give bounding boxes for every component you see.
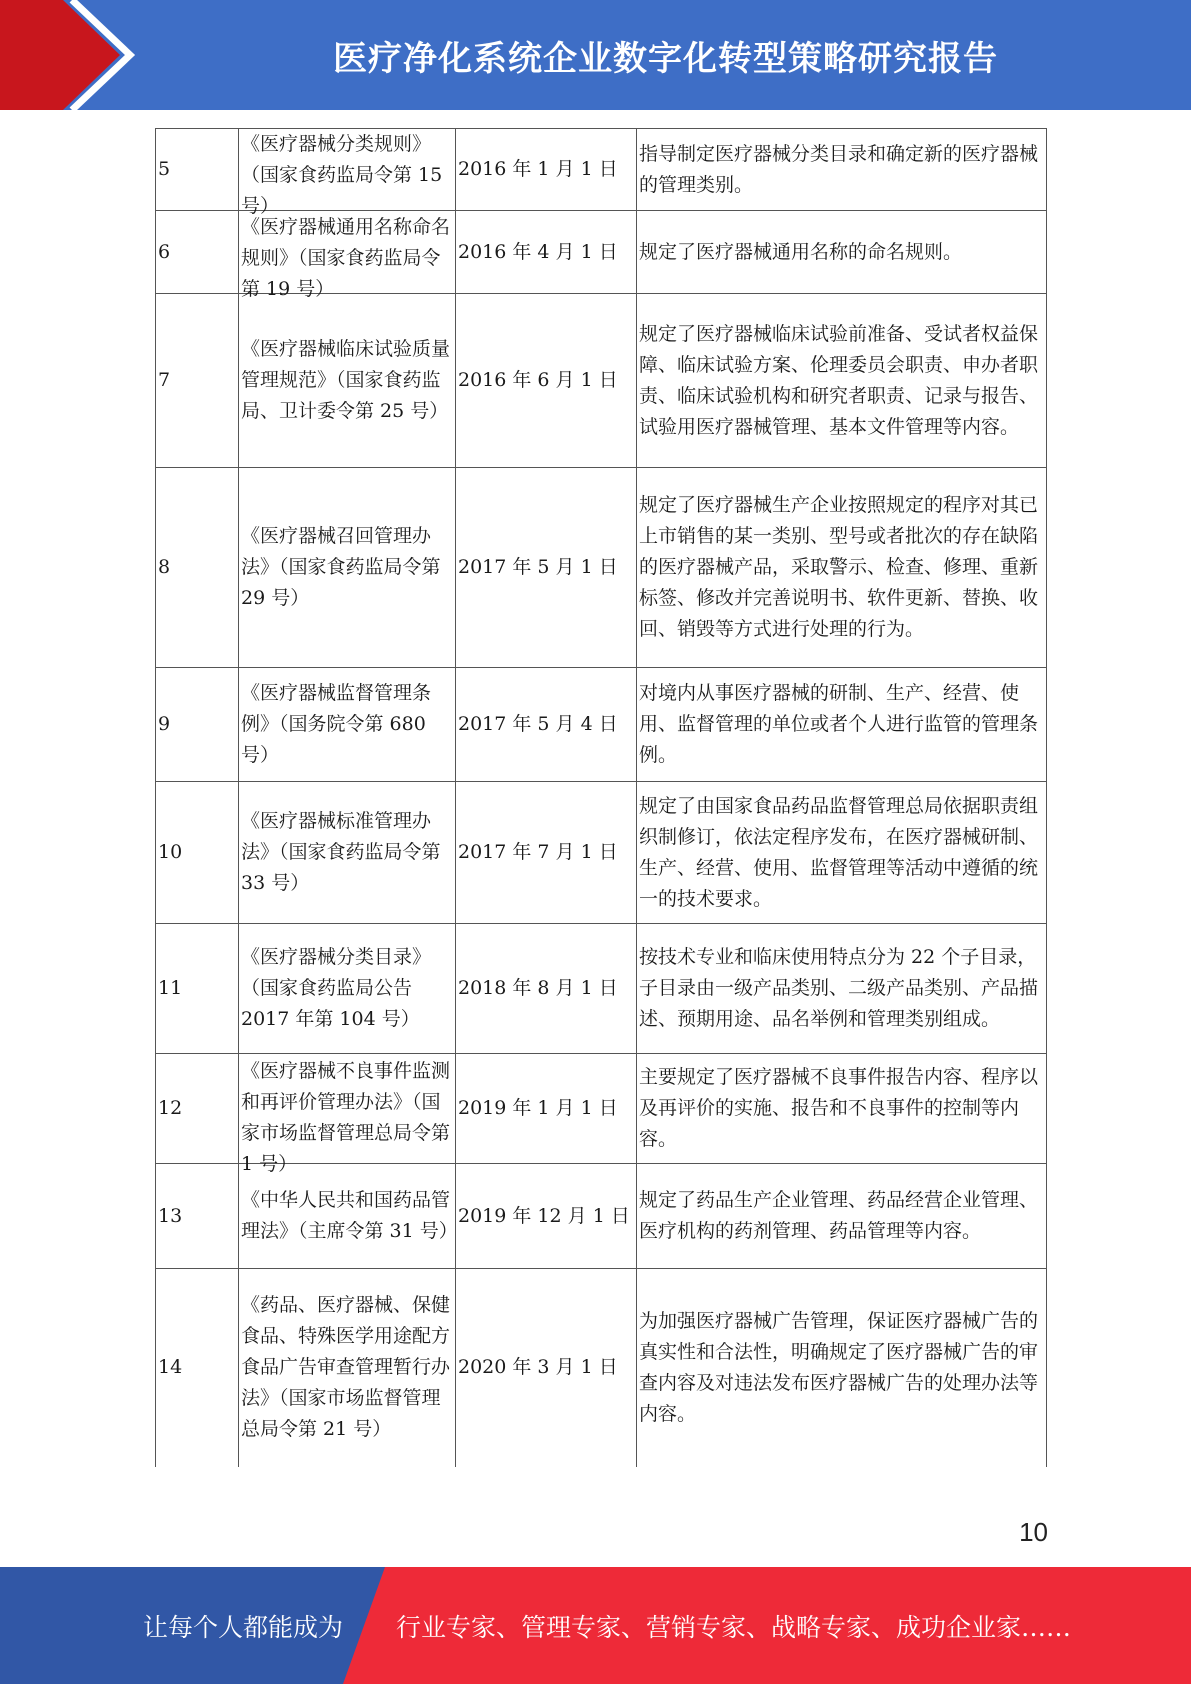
row-number: 12 bbox=[156, 1054, 239, 1164]
effective-date: 2017 年 5 月 4 日 bbox=[456, 668, 637, 782]
row-number: 9 bbox=[156, 668, 239, 782]
regulation-name: 《医疗器械临床试验质量管理规范》（国家食药监局、卫计委令第 25 号） bbox=[239, 294, 456, 468]
row-number: 13 bbox=[156, 1164, 239, 1269]
regulation-name: 《医疗器械标准管理办法》（国家食药监局令第 33 号） bbox=[239, 782, 456, 924]
regulation-description: 主要规定了医疗器械不良事件报告内容、程序以及再评价的实施、报告和不良事件的控制等内容。 bbox=[637, 1054, 1047, 1164]
chevron-arrow-icon bbox=[0, 0, 160, 110]
row-number: 11 bbox=[156, 924, 239, 1054]
effective-date: 2016 年 6 月 1 日 bbox=[456, 294, 637, 468]
row-number: 10 bbox=[156, 782, 239, 924]
effective-date: 2016 年 4 月 1 日 bbox=[456, 211, 637, 294]
effective-date: 2018 年 8 月 1 日 bbox=[456, 924, 637, 1054]
page-header bbox=[0, 0, 1191, 110]
table-row bbox=[156, 782, 1047, 924]
table-row bbox=[156, 211, 1047, 294]
regulation-description: 为加强医疗器械广告管理，保证医疗器械广告的真实性和合法性，明确规定了医疗器械广告的审查内容及对违法发布医疗器械广告的处理办法等内容。 bbox=[637, 1269, 1047, 1467]
effective-date: 2019 年 1 月 1 日 bbox=[456, 1054, 637, 1164]
regulation-name: 《医疗器械分类目录》（国家食药监局公告 2017 年第 104 号） bbox=[239, 924, 456, 1054]
footer-slogan-right: 行业专家、管理专家、营销专家、战略专家、成功企业家…… bbox=[396, 1612, 1072, 1642]
regulation-name: 《医疗器械不良事件监测和再评价管理办法》（国家市场监督管理总局令第 1 号） bbox=[241, 1059, 451, 1175]
regulation-name: 《医疗器械监督管理条例》（国务院令第 680 号） bbox=[239, 668, 456, 782]
page-footer bbox=[0, 1567, 1191, 1684]
table-row bbox=[156, 668, 1047, 782]
regulation-name: 《中华人民共和国药品管理法》（主席令第 31 号） bbox=[239, 1164, 456, 1269]
row-number: 6 bbox=[156, 211, 239, 294]
effective-date: 2020 年 3 月 1 日 bbox=[456, 1269, 637, 1467]
regulation-description: 规定了医疗器械生产企业按照规定的程序对其已上市销售的某一类别、型号或者批次的存在缺陷的医疗器械产品，采取警示、检查、修理、重新标签、修改并完善说明书、软件更新、替换、收回、销毁等方式进行处理的行为。 bbox=[637, 468, 1047, 668]
row-number: 8 bbox=[156, 468, 239, 668]
row-number: 5 bbox=[156, 129, 239, 211]
regulation-description: 规定了医疗器械临床试验前准备、受试者权益保障、临床试验方案、伦理委员会职责、申办者职责、临床试验机构和研究者职责、记录与报告、试验用医疗器械管理、基本文件管理等内容。 bbox=[637, 294, 1047, 468]
table-row bbox=[156, 1054, 1047, 1164]
effective-date: 2017 年 5 月 1 日 bbox=[456, 468, 637, 668]
regulation-name: 《医疗器械召回管理办法》（国家食药监局令第 29 号） bbox=[239, 468, 456, 668]
regulation-description: 规定了医疗器械通用名称的命名规则。 bbox=[637, 211, 1047, 294]
effective-date: 2016 年 1 月 1 日 bbox=[456, 129, 637, 211]
regulations-table bbox=[155, 128, 1039, 1467]
regulation-description: 规定了由国家食品药品监督管理总局依据职责组织制修订，依法定程序发布，在医疗器械研制、生产、经营、使用、监督管理等活动中遵循的统一的技术要求。 bbox=[637, 782, 1047, 924]
regulation-name: 《医疗器械通用名称命名规则》（国家食药监局令第 19 号） bbox=[241, 216, 451, 300]
regulation-description: 指导制定医疗器械分类目录和确定新的医疗器械的管理类别。 bbox=[637, 129, 1047, 211]
table-row bbox=[156, 129, 1047, 211]
row-number: 7 bbox=[156, 294, 239, 468]
table-row bbox=[156, 294, 1047, 468]
page-number: 10 bbox=[1019, 1517, 1048, 1547]
table-row bbox=[156, 1269, 1047, 1467]
regulation-description: 对境内从事医疗器械的研制、生产、经营、使用、监督管理的单位或者个人进行监管的管理条例。 bbox=[637, 668, 1047, 782]
effective-date: 2017 年 7 月 1 日 bbox=[456, 782, 637, 924]
regulation-name: 《药品、医疗器械、保健食品、特殊医学用途配方食品广告审查管理暂行办法》（国家市场监督管理总局令第 21 号） bbox=[239, 1269, 456, 1467]
table-row bbox=[156, 924, 1047, 1054]
effective-date: 2019 年 12 月 1 日 bbox=[456, 1164, 637, 1269]
footer-slogan-left: 让每个人都能成为 bbox=[143, 1612, 344, 1642]
regulation-name: 《医疗器械分类规则》（国家食药监局令第 15 号） bbox=[241, 133, 443, 217]
row-number: 14 bbox=[156, 1269, 239, 1467]
regulation-description: 按技术专业和临床使用特点分为 22 个子目录，子目录由一级产品类别、二级产品类别、产品描述、预期用途、品名举例和管理类别组成。 bbox=[637, 924, 1047, 1054]
regulation-description: 规定了药品生产企业管理、药品经营企业管理、医疗机构的药剂管理、药品管理等内容。 bbox=[637, 1164, 1047, 1269]
table-row bbox=[156, 468, 1047, 668]
report-title: 医疗净化系统企业数字化转型策略研究报告 bbox=[333, 38, 998, 79]
